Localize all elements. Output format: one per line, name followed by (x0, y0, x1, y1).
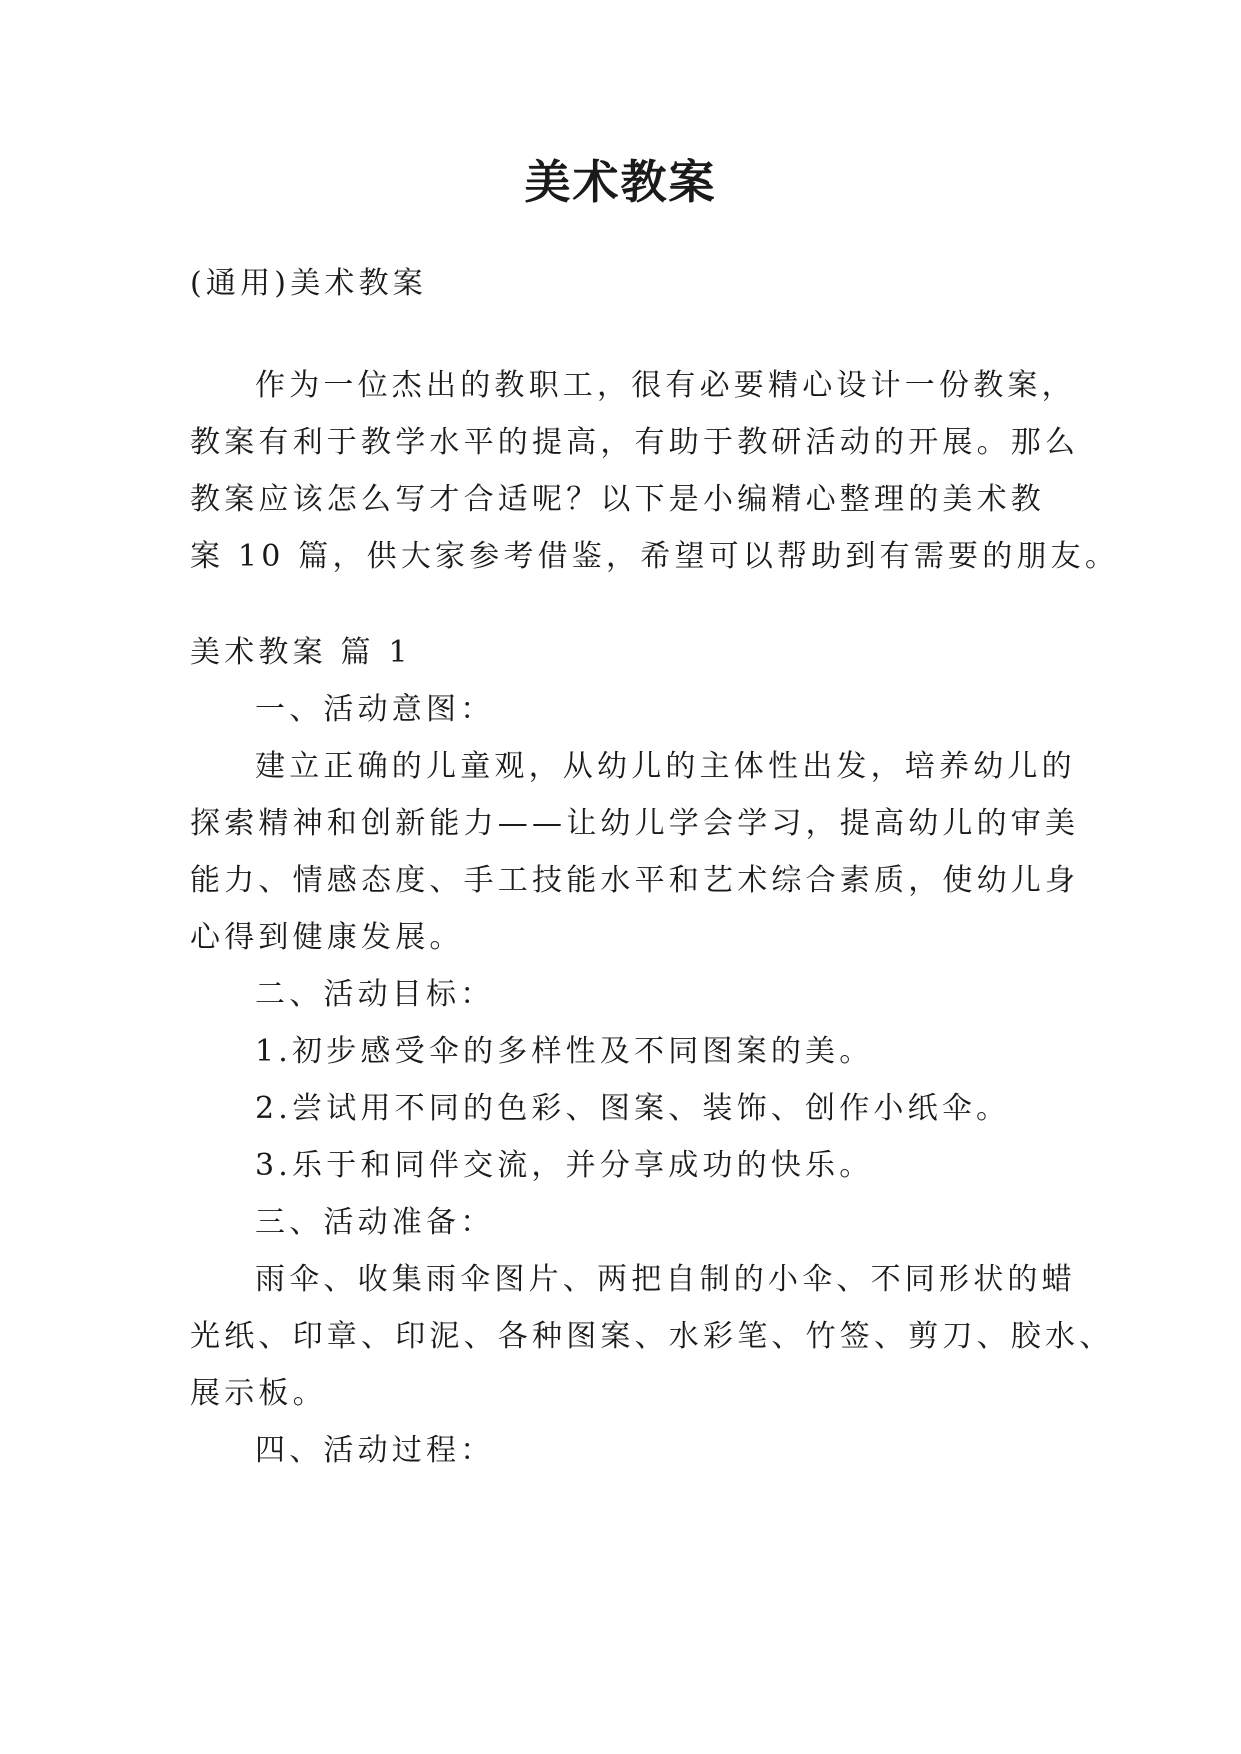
goal-item: 3.乐于和同伴交流，并分享成功的快乐。 (255, 1148, 874, 1183)
intro-line: 教案应该怎么写才合适呢？以下是小编精心整理的美术教 (190, 482, 1045, 517)
intent-line: 心得到健康发展。 (190, 920, 464, 955)
intent-line: 能力、情感态度、手工技能水平和艺术综合素质，使幼儿身 (190, 863, 1080, 898)
document-title: 美术教案 (524, 155, 717, 209)
prep-line: 展示板。 (190, 1376, 327, 1411)
heading-activity-intent: 一、活动意图： (255, 692, 495, 727)
heading-activity-preparation: 三、活动准备： (255, 1205, 495, 1240)
intent-line: 建立正确的儿童观，从幼儿的主体性出发，培养幼儿的 (255, 749, 1076, 784)
prep-line: 雨伞、收集雨伞图片、两把自制的小伞、不同形状的蜡 (255, 1262, 1076, 1297)
goal-item: 1.初步感受伞的多样性及不同图案的美。 (255, 1034, 874, 1069)
document-subtitle: (通用)美术教案 (190, 266, 428, 301)
intro-line: 案 10 篇，供大家参考借鉴，希望可以帮助到有需要的朋友。 (190, 539, 1120, 574)
goal-item: 2.尝试用不同的色彩、图案、装饰、创作小纸伞。 (255, 1091, 1011, 1126)
heading-activity-process: 四、活动过程： (255, 1433, 495, 1468)
intro-line: 作为一位杰出的教职工，很有必要精心设计一份教案， (255, 368, 1076, 403)
section-heading: 美术教案 篇 1 (190, 635, 412, 670)
intro-line: 教案有利于教学水平的提高，有助于教研活动的开展。那么 (190, 425, 1080, 460)
heading-activity-goals: 二、活动目标： (255, 977, 495, 1012)
intent-line: 探索精神和创新能力——让幼儿学会学习，提高幼儿的审美 (190, 806, 1080, 841)
prep-line: 光纸、印章、印泥、各种图案、水彩笔、竹签、剪刀、胶水、 (190, 1319, 1114, 1354)
